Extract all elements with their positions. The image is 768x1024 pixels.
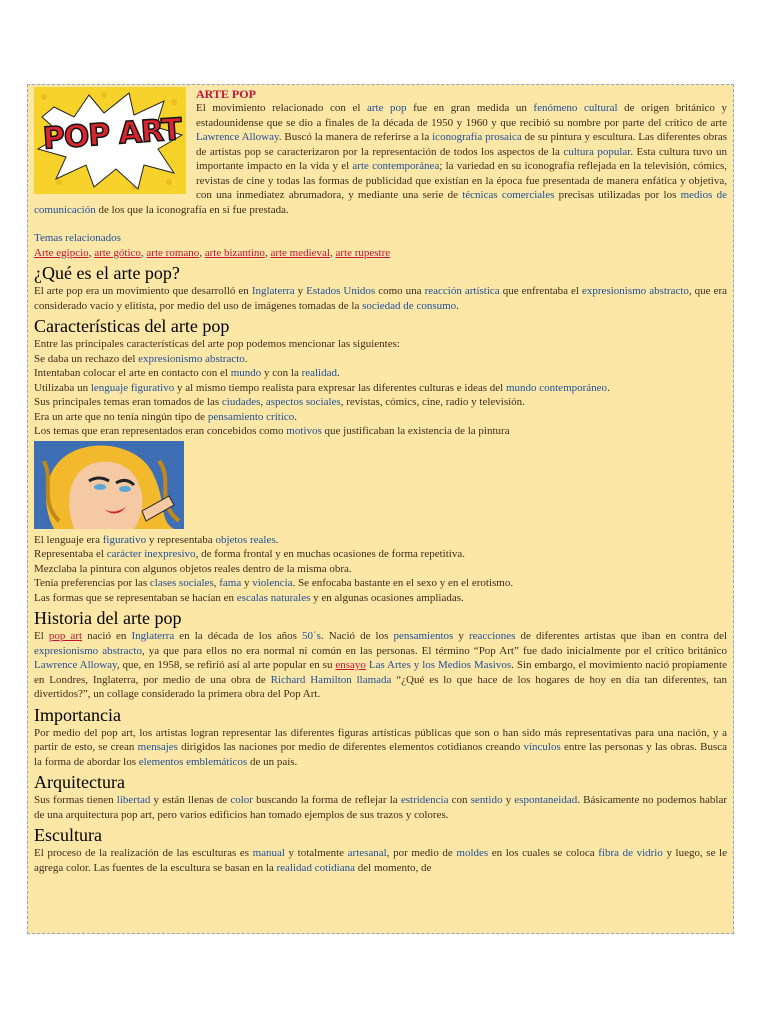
inline-text: El arte pop era un movimiento que desarrolló en	[34, 285, 252, 297]
inline-link-red[interactable]: ensayo	[335, 659, 366, 671]
inline-text: ,	[199, 246, 205, 259]
list-line	[34, 395, 727, 410]
inline-text: .	[607, 381, 610, 394]
list-line	[34, 410, 727, 425]
inline-text: Intentaban colocar el arte en contacto con el	[34, 367, 231, 379]
inline-text: ,	[213, 577, 220, 589]
list-line	[34, 366, 727, 381]
inline-text: del momento, de	[355, 861, 432, 874]
inline-text: .	[456, 299, 459, 312]
arquitectura-paragraph	[34, 793, 727, 822]
inline-link[interactable]: expresionismo abstracto	[34, 644, 142, 657]
inline-text: . Esta cultura tuvo un importante impacto en la vida y el	[196, 145, 727, 172]
inline-link[interactable]: motivos	[286, 425, 322, 437]
inline-link[interactable]: violencia	[252, 577, 293, 589]
inline-text: entre las personas y las obras. Busca la forma de abordar los	[34, 741, 728, 768]
inline-text: Mezclaba la pintura con algunos objetos reales dentro de la misma obra.	[34, 562, 352, 575]
inline-text: , de forma frontal y en muchas ocasiones de forma repetitiva.	[195, 548, 465, 560]
inline-text: El	[34, 630, 49, 642]
list-line	[34, 337, 727, 352]
heading-caracteristicas: Características del arte pop	[34, 316, 230, 336]
inline-link[interactable]: vínculos	[523, 741, 561, 753]
inline-link[interactable]: mundo	[230, 367, 262, 379]
inline-link-red[interactable]: arte bizantino	[204, 246, 265, 259]
inline-text: El movimiento relacionado con el	[196, 102, 367, 114]
inline-link[interactable]: fibra de vidrio	[598, 847, 663, 859]
inline-link[interactable]: reacción artística	[424, 285, 500, 297]
escultura-paragraph	[34, 846, 727, 875]
caracteristicas-list	[34, 337, 727, 439]
heading-historia: Historia del arte pop	[34, 608, 182, 628]
inline-text: , que, en 1958, se refirió así al arte popular en su	[116, 659, 336, 671]
inline-text: , por medio de	[386, 847, 457, 859]
inline-link-red[interactable]: arte gótico	[94, 246, 141, 259]
inline-link[interactable]: carácter inexpresivo	[106, 548, 196, 560]
inline-link[interactable]: Richard Hamilton llamada	[270, 673, 392, 686]
inline-link[interactable]: arte pop	[366, 102, 407, 114]
inline-link[interactable]: realidad	[301, 367, 338, 379]
inline-link[interactable]: espontaneidad	[514, 794, 578, 806]
inline-link[interactable]: Estados Unidos	[306, 285, 376, 297]
inline-text: en la década de los años	[174, 630, 302, 642]
inline-link[interactable]: pensamientos	[393, 630, 454, 642]
inline-text: con	[448, 794, 471, 806]
inline-text: . Sin embargo, el movimiento nació propiamente en Londres, Inglaterra, por medio de una obra de	[34, 659, 727, 686]
inline-text: y	[294, 285, 307, 297]
inline-link-red[interactable]: arte medieval	[270, 246, 330, 259]
inline-link-red[interactable]: Arte egipcio	[34, 246, 89, 259]
inline-link[interactable]: figurativo	[102, 533, 147, 546]
inline-link[interactable]: fama	[219, 577, 242, 589]
inline-link[interactable]: color	[230, 794, 253, 806]
inline-text: Sus principales temas eran tomados de las	[34, 396, 222, 408]
heading-escultura: Escultura	[34, 825, 102, 845]
inline-link[interactable]: ciudades	[221, 396, 261, 408]
inline-text: que justificaban la existencia de la pintura	[321, 425, 510, 437]
inline-link[interactable]: técnicas comerciales	[462, 189, 555, 201]
importancia-paragraph	[34, 726, 727, 770]
inline-text: , que era considerado vacío y elitista, por medio del uso de imágenes tomadas de la	[34, 285, 728, 312]
inline-text: y al mismo tiempo realista para expresar las diferentes culturas e ideas del	[174, 381, 506, 394]
inline-text: Era un arte que no tenía ningún tipo de	[34, 410, 208, 423]
inline-link[interactable]: realidad cotidiana	[276, 861, 356, 874]
inline-text: buscando la forma de reflejar la	[252, 794, 401, 806]
inline-text: . Buscó la manera de referirse a la	[278, 131, 433, 143]
inline-link[interactable]: libertad	[116, 794, 151, 806]
inline-link[interactable]: cultura popular	[563, 145, 631, 158]
inline-text: Tenía preferencias por las	[34, 577, 150, 589]
caracteristicas-list-2	[34, 533, 727, 606]
inline-link[interactable]: arte contemporánea	[352, 160, 440, 172]
list-line	[34, 424, 727, 439]
inline-text: .	[275, 533, 279, 546]
inline-link[interactable]: Las Artes y los Medios Masivos	[368, 659, 512, 671]
inline-link[interactable]: Lawrence Alloway	[34, 659, 117, 671]
inline-text: de su pintura y escultura. Las diferentes obras de artistas pop se caracterizaron por la representación de todos los aspectos de la	[196, 131, 728, 158]
heading-que-es: ¿Qué es el arte pop?	[34, 263, 180, 283]
list-line	[34, 576, 727, 591]
inline-text: nació en	[82, 630, 132, 642]
inline-text: y	[453, 630, 469, 642]
list-line	[34, 533, 727, 548]
logo-text: POP ART	[41, 112, 183, 157]
inline-link[interactable]: Inglaterra	[131, 630, 175, 642]
inline-link[interactable]: 50´s	[301, 630, 321, 642]
inline-text: Entre las principales características del arte pop podemos mencionar las siguientes:	[34, 338, 400, 350]
inline-link[interactable]: expresionismo abstracto	[138, 352, 245, 365]
list-line	[34, 547, 727, 562]
inline-link[interactable]: mundo contemporáneo	[505, 381, 608, 394]
inline-link[interactable]: sentido	[470, 794, 503, 806]
related-topics-links	[34, 246, 727, 261]
inline-text: fue en gran medida un	[406, 102, 534, 114]
inline-link[interactable]: moldes	[456, 847, 489, 859]
inline-text: ,	[88, 246, 95, 259]
inline-text: . Nació de los	[320, 630, 394, 642]
inline-link[interactable]: expresionismo abstracto	[582, 285, 689, 297]
inline-link[interactable]: manual	[252, 847, 285, 859]
heading-arquitectura: Arquitectura	[34, 772, 125, 792]
inline-text: precisas utilizadas por los	[554, 189, 681, 201]
inline-text: , revistas, cómics, cine, radio y televisión.	[340, 396, 525, 408]
inline-text: .	[294, 410, 298, 423]
pop-art-woman-image	[34, 441, 184, 529]
inline-text: Los temas que eran representados eran concebidos como	[34, 425, 287, 437]
inline-text: ,	[330, 246, 336, 259]
inline-text: en los cuales se coloca	[488, 847, 599, 859]
historia-paragraph	[34, 629, 727, 702]
inline-link[interactable]: sociedad de consumo	[362, 299, 457, 312]
pop-art-logo	[34, 87, 186, 194]
inline-text: Las formas que se representaban se hacían en	[34, 591, 237, 604]
related-topics-label: Temas relacionados	[34, 232, 121, 244]
inline-text: , ya que para ellos no era normal ni común en las personas. El término “Pop Art” fue dado inicialmente por el crítico británico	[141, 644, 727, 657]
inline-link[interactable]: escalas naturales	[236, 591, 311, 604]
inline-link[interactable]: artesanal	[347, 847, 387, 859]
inline-text: de diferentes artistas que iban en contra del	[515, 630, 728, 642]
inline-link[interactable]: objetos reales	[215, 533, 276, 546]
inline-text: y están llenas de	[150, 794, 231, 806]
inline-text: dirigidos las naciones por medio de diferentes elementos cotidianos creando	[177, 741, 524, 753]
list-line	[34, 381, 727, 396]
inline-link-red[interactable]: pop art	[48, 630, 83, 642]
inline-text: y	[502, 794, 515, 806]
inline-link[interactable]: Lawrence Alloway	[196, 131, 279, 143]
inline-text: de origen británico y estadounidense que se dio a finales de la década de 1950 y 1960 y que recibió su nombre por parte del crítico de arte	[196, 102, 727, 129]
inline-text: y totalmente	[284, 847, 348, 859]
inline-text: y en algunas ocasiones ampliadas.	[310, 591, 464, 604]
inline-text: y luego, se le agrega color. Las fuentes de la escultura se basan en la	[34, 847, 727, 874]
inline-link[interactable]: pensamiento crítico	[207, 410, 295, 423]
inline-link[interactable]: lenguaje figurativo	[90, 381, 175, 394]
inline-text: Utilizaba un	[34, 381, 91, 394]
inline-text: ,	[260, 396, 266, 408]
inline-text: El proceso de la realización de las esculturas es	[34, 847, 253, 859]
inline-link[interactable]: medios de comunicación	[34, 189, 727, 216]
inline-text: . Se enfocaba bastante en el sexo y en el erotismo.	[292, 577, 514, 589]
list-line	[34, 591, 727, 606]
inline-text: El lenguaje era	[34, 533, 103, 546]
que-es-paragraph	[34, 284, 727, 313]
inline-link-red[interactable]: arte romano	[146, 246, 200, 259]
inline-text: de los que la iconografía en sí fue prestada.	[95, 203, 289, 216]
inline-text: de un país.	[247, 755, 298, 768]
inline-link[interactable]: estridencia	[400, 794, 449, 806]
inline-text: ,	[264, 246, 271, 259]
inline-text: Sus formas tienen	[34, 794, 117, 806]
document-page	[27, 84, 734, 934]
inline-link[interactable]: aspectos sociales	[265, 396, 341, 408]
inline-link[interactable]: Inglaterra	[251, 285, 295, 297]
inline-text: como una	[375, 285, 425, 297]
inline-link[interactable]: iconografía prosaica	[432, 131, 522, 143]
inline-text: “¿Qué es lo que hace de los hogares de hoy en día tan diferentes, tan divertidos?”, un collage considerado la primera obra del Pop Art.	[34, 673, 728, 700]
inline-text: Representaba el	[34, 548, 107, 560]
inline-link[interactable]: reacciones	[469, 630, 516, 642]
inline-text: .	[337, 367, 340, 379]
list-line	[34, 562, 727, 577]
inline-text: ,	[140, 246, 147, 259]
list-line	[34, 352, 727, 367]
inline-text: .	[244, 352, 248, 365]
article-title: ARTE POP	[196, 87, 256, 101]
inline-text: Se daba un rechazo del	[34, 352, 139, 365]
inline-text: . Básicamente no podemos hablar de una arquitectura pop art, pero varios edificios han tomado ejemplos de sus trazos y colores.	[34, 794, 728, 821]
inline-link[interactable]: mensajes	[137, 741, 178, 753]
inline-text: y	[241, 577, 253, 589]
inline-link[interactable]: clases sociales	[149, 577, 214, 589]
inline-text: que enfrentaba el	[499, 285, 583, 297]
inline-link[interactable]: fenómeno cultural	[533, 102, 618, 114]
inline-text: y representaba	[146, 533, 216, 546]
inline-text: Por medio del pop art, los artistas logran representar las diferentes figuras artísticas públicas que son o han sido más representativas para una nación, y a partir de esto, se crean	[34, 726, 727, 753]
inline-link-red[interactable]: arte rupestre	[335, 246, 391, 259]
inline-link[interactable]: elementos emblemáticos	[138, 755, 248, 768]
inline-text: y con la	[261, 367, 302, 379]
heading-importancia: Importancia	[34, 704, 121, 725]
inline-text: ; la variedad en su iconografía reflejada en la televisión, cómics, revistas de cine y todas las formas de publicidad que existían en la época fue presentada de manera enfática y objetiva, con una inmediatez abrumadora, y mediante una serie de	[196, 160, 727, 201]
